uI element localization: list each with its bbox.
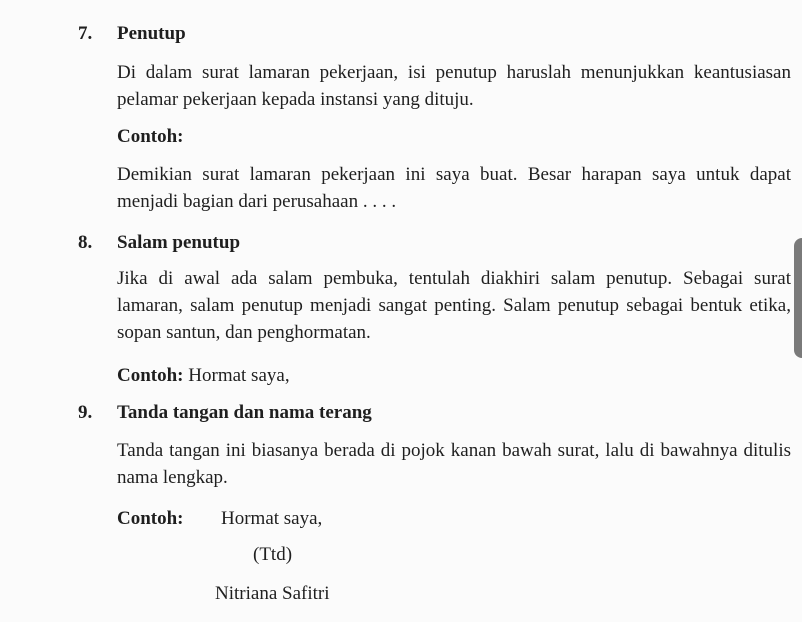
example-label: Contoh: bbox=[117, 365, 184, 386]
example-text: Demikian surat lamaran pekerjaan ini saya buat. Besar harapan saya untuk dapat menjadi bagian dari perusahaan . . . . bbox=[117, 164, 791, 212]
scroll-handle[interactable] bbox=[794, 238, 802, 358]
example-label: Contoh: bbox=[117, 126, 184, 147]
signer-name: Nitriana Safitri bbox=[215, 583, 330, 604]
item-number: 8. bbox=[78, 232, 93, 253]
signature-placeholder: (Ttd) bbox=[253, 544, 293, 565]
section-title: Penutup bbox=[117, 23, 186, 44]
example-text: Hormat saya, bbox=[188, 365, 290, 386]
section-body: Jika di awal ada salam pembuka, tentulah diakhiri salam penutup. Sebagai surat lamaran, salam penutup menjadi sangat penting. Salam penutup sebagai bentuk etika, sopan santun, dan penghormatan. bbox=[117, 268, 791, 343]
example-label: Contoh: bbox=[117, 508, 184, 529]
section-body: Di dalam surat lamaran pekerjaan, isi penutup haruslah menunjukkan keantusiasan pelamar pekerjaan kepada instansi yang dituju. bbox=[117, 62, 791, 110]
item-number: 9. bbox=[78, 402, 93, 423]
section-body: Tanda tangan ini biasanya berada di pojok kanan bawah surat, lalu di bawahnya ditulis nama lengkap. bbox=[117, 440, 791, 488]
section-title: Salam penutup bbox=[117, 232, 241, 253]
example-line bbox=[117, 362, 290, 389]
section-title: Tanda tangan dan nama terang bbox=[117, 402, 372, 423]
example-text: Hormat saya, bbox=[221, 508, 323, 529]
item-number: 7. bbox=[78, 23, 93, 44]
